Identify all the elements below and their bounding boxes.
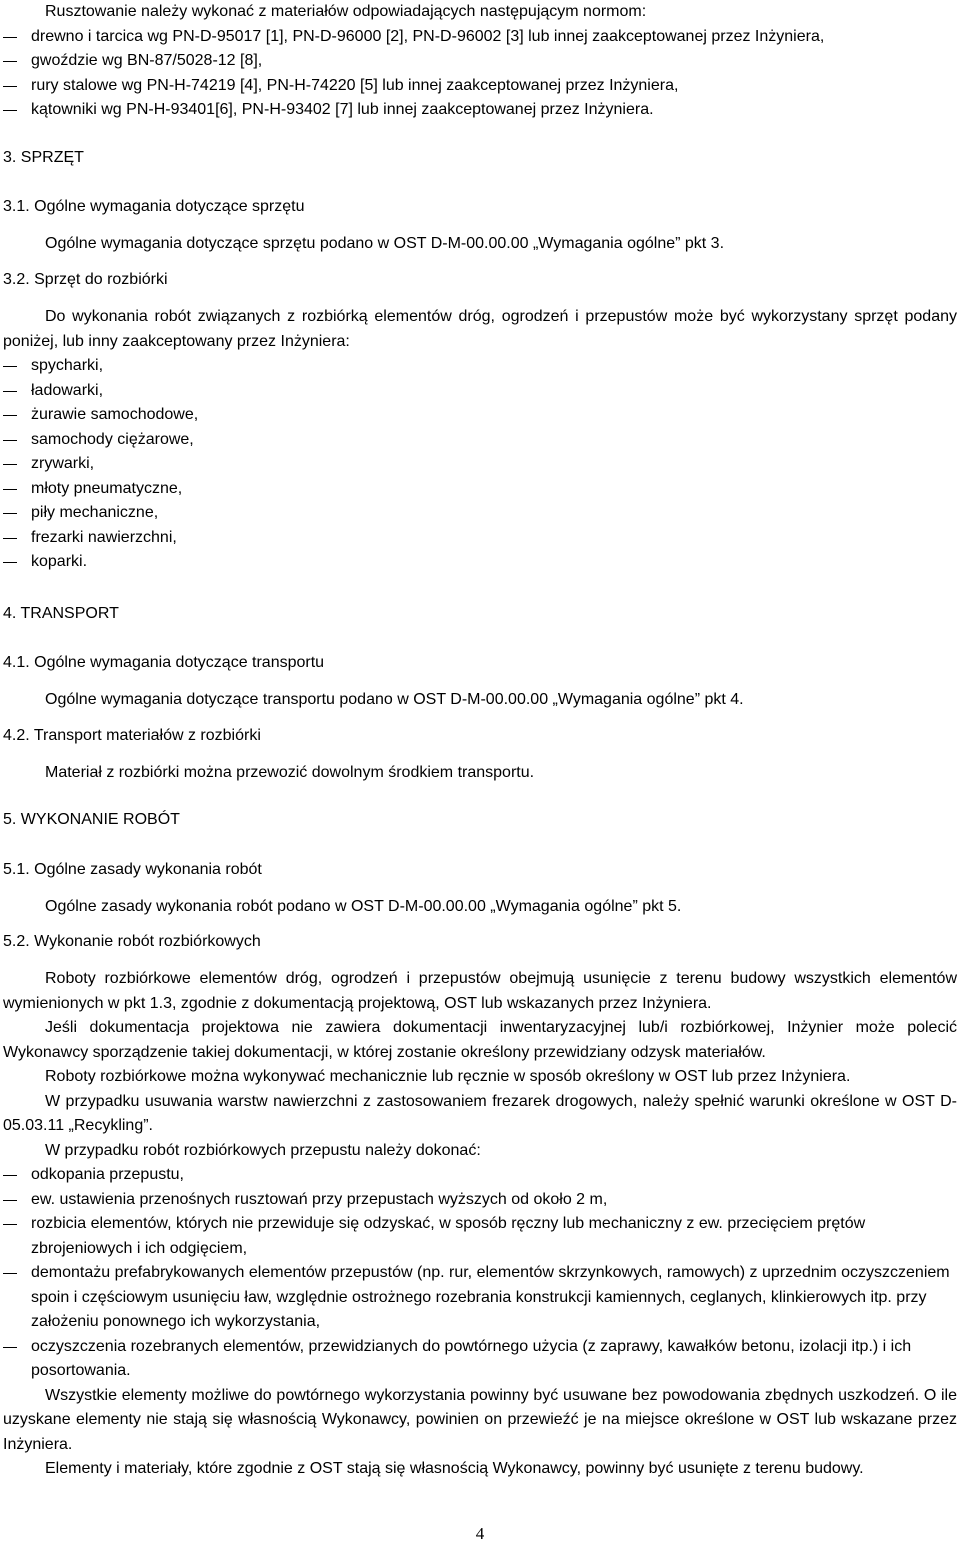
paragraph: Wszystkie elementy możliwe do powtórnego wykorzystania powinny być usuwane bez powodowania zbędnych uszkodzeń. O ile uzyskane elementy nie stają się własnością Wykonawcy, powinien on przewieźć je na miejsce określone w OST lub wskazane przez Inżyniera.	[3, 1386, 957, 1453]
section-5-heading: 5. WYKONANIE ROBÓT	[3, 811, 180, 828]
paragraph: Elementy i materiały, które zgodnie z OST stają się własnością Wykonawcy, powinny być usunięte z terenu budowy.	[45, 1460, 864, 1477]
section-3-2-text: Do wykonania robót związanych z rozbiórką elementów dróg, ogrodzeń i przepustów może być wykorzystany sprzęt podany poniżej, lub inny zaakceptowany przez Inżyniera:	[3, 308, 957, 350]
section-4-1-text: Ogólne wymagania dotyczące transportu podano w OST D-M-00.00.00 „Wymagania ogólne” pkt 4.	[45, 691, 744, 708]
section-3-heading: 3. SPRZĘT	[3, 149, 84, 166]
section-4-1-heading: 4.1. Ogólne wymagania dotyczące transportu	[3, 654, 325, 671]
list-item: kątowniki wg PN-H-93401[6], PN-H-93402 [7] lub innej zaakceptowanej przez Inżyniera.	[3, 98, 957, 123]
list-item: drewno i tarcica wg PN-D-95017 [1], PN-D-96000 [2], PN-D-96002 [3] lub innej zaakceptowanej przez Inżyniera,	[3, 25, 957, 50]
list-item: samochody ciężarowe,	[3, 428, 957, 453]
list-item: żurawie samochodowe,	[3, 403, 957, 428]
section-4-heading: 4. TRANSPORT	[3, 605, 119, 622]
list-item: oczyszczenia rozebranych elementów, przewidzianych do powtórnego użycia (z zaprawy, kawałków betonu, izolacji itp.) i ich posortowania.	[3, 1335, 957, 1384]
page-number: 4	[475, 1524, 485, 1543]
list-item: odkopania przepustu,	[3, 1163, 957, 1188]
intro-lead: Rusztowanie należy wykonać z materiałów odpowiadających następującym normom:	[45, 3, 647, 20]
section-3-1-text: Ogólne wymagania dotyczące sprzętu podano w OST D-M-00.00.00 „Wymagania ogólne” pkt 3.	[45, 235, 725, 252]
list-item: młoty pneumatyczne,	[3, 477, 957, 502]
section-4-2-heading: 4.2. Transport materiałów z rozbiórki	[3, 727, 261, 744]
section-5-1-heading: 5.1. Ogólne zasady wykonania robót	[3, 861, 262, 878]
section-5-2-body	[3, 967, 957, 1482]
paragraph: Roboty rozbiórkowe można wykonywać mechanicznie lub ręcznie w sposób określony w OST lub przez Inżyniera.	[45, 1068, 851, 1085]
list-item: rury stalowe wg PN-H-74219 [4], PN-H-74220 [5] lub innej zaakceptowanej przez Inżyniera,	[3, 74, 957, 99]
equipment-list	[3, 354, 957, 575]
section-3-1-heading: 3.1. Ogólne wymagania dotyczące sprzętu	[3, 198, 305, 215]
paragraph: Roboty rozbiórkowe elementów dróg, ogrodzeń i przepustów obejmują usunięcie z terenu budowy wszystkich elementów wymienionych w pkt 1.3, zgodnie z dokumentacją projektową, OST lub wskazanych przez Inżyniera.	[3, 970, 957, 1012]
section-5-1-text: Ogólne zasady wykonania robót podano w OST D-M-00.00.00 „Wymagania ogólne” pkt 5.	[45, 898, 682, 915]
culvert-steps-list	[3, 1163, 957, 1384]
materials-list	[3, 25, 957, 123]
intro-block	[3, 0, 957, 123]
list-item: ew. ustawienia przenośnych rusztowań przy przepustach wyższych od około 2 m,	[3, 1188, 957, 1213]
paragraph: W przypadku usuwania warstw nawierzchni z zastosowaniem frezarek drogowych, należy spełnić warunki określone w OST D-05.03.11 „Recykling”.	[3, 1092, 957, 1134]
list-item: piły mechaniczne,	[3, 501, 957, 526]
list-item: gwoździe wg BN-87/5028-12 [8],	[3, 49, 957, 74]
section-3-2-heading: 3.2. Sprzęt do rozbiórki	[3, 271, 168, 288]
list-item: frezarki nawierzchni,	[3, 526, 957, 551]
section-3-2-body	[3, 305, 957, 575]
paragraph: Jeśli dokumentacja projektowa nie zawiera dokumentacji inwentaryzacyjnej lub/i rozbiórkowej, Inżynier może polecić Wykonawcy sporządzenie takiej dokumentacji, w której zostanie określony przewidziany odzysk materiałów.	[3, 1019, 957, 1061]
section-4-2-text: Materiał z rozbiórki można przewozić dowolnym środkiem transportu.	[45, 764, 535, 781]
paragraph: W przypadku robót rozbiórkowych przepustu należy dokonać:	[45, 1141, 481, 1159]
section-5-2-heading: 5.2. Wykonanie robót rozbiórkowych	[3, 933, 261, 950]
list-item: rozbicia elementów, których nie przewiduje się odzyskać, w sposób ręczny lub mechaniczny z ew. przecięciem prętów zbrojeniowych i ich odgięciem,	[3, 1212, 957, 1261]
list-item: demontażu prefabrykowanych elementów przepustów (np. rur, elementów skrzynkowych, ramowych) z uprzednim oczyszczeniem spoin i częściowym usunięciu ław, względnie ostrożnego rozebrania konstrukcji kamiennych, ceglanych, klinkierowych itp. przy założeniu ponownego ich wykorzystania,	[3, 1261, 957, 1335]
list-item: koparki.	[3, 550, 957, 575]
list-item: ładowarki,	[3, 379, 957, 404]
list-item: zrywarki,	[3, 452, 957, 477]
list-item: spycharki,	[3, 354, 957, 379]
